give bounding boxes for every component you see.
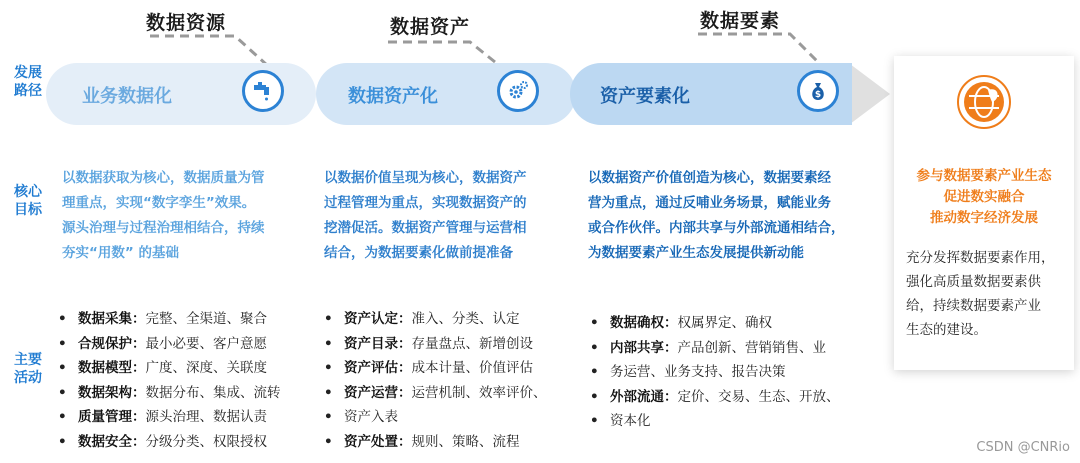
list-item-continuation: • 资本化 bbox=[588, 409, 840, 434]
goal-text-2: 以数据价值呈现为核心，数据资产 过程管理为重点，实现数据资产的 挖潜促活。数据资产管理与运营相 结合，为数据要素化做前提准备 bbox=[324, 170, 527, 261]
list-item: • 数据安全：分级分类、权限授权 bbox=[56, 430, 281, 455]
list-item: • 数据模型：广度、深度、关联度 bbox=[56, 356, 281, 381]
row-label-development: 发展 路径 bbox=[14, 65, 42, 99]
list-item: • 资产处置：规则、策略、流程 bbox=[322, 430, 547, 455]
row-label-goal: 核心 目标 bbox=[14, 184, 42, 218]
row-label-activities: 主要 活动 bbox=[14, 352, 42, 386]
pill-label-3: 资产要素化 bbox=[600, 86, 690, 107]
pill-label-2: 数据资产化 bbox=[348, 86, 438, 107]
goal-text-1: 以数据获取为核心，数据质量为管 理重点，实现“数字孪生”效果。 源头治理与过程治理相结合，持续 夯实“用数” 的基础 bbox=[62, 170, 265, 261]
goal-text-3: 以数据资产价值创造为核心，数据要素经 营为重点，通过反哺业务场景，赋能业务 或合作伙伴。内部共享与外部流通相结合， 为数据要素产业生态发展提供新动能 bbox=[588, 170, 845, 261]
stage-title-1: 数据资源 bbox=[146, 12, 227, 34]
stage-title-3: 数据要素 bbox=[700, 10, 781, 32]
card-body: 充分发挥数据要素作用， 强化高质量数据要素供 给，持续数据要素产业 生态的建设。 bbox=[906, 250, 1055, 338]
faucet-icon bbox=[242, 70, 284, 112]
list-item-continuation: • 资产入表 bbox=[322, 405, 547, 430]
list-item: • 资产运营：运营机制、效率评价、 bbox=[322, 381, 547, 406]
card-title: 参与数据要素产业生态 促进数实融合 推动数字经济发展 bbox=[916, 168, 1052, 226]
list-item: • 数据采集：完整、全渠道、聚合 bbox=[56, 307, 281, 332]
list-item: • 数据架构：数据分布、集成、流转 bbox=[56, 381, 281, 406]
list-item: • 质量管理：源头治理、数据认责 bbox=[56, 405, 281, 430]
stage-title-2: 数据资产 bbox=[390, 16, 471, 38]
list-item: • 合规保护：最小必要、客户意愿 bbox=[56, 332, 281, 357]
list-item-continuation: • 务运营、业务支持、报告决策 bbox=[588, 360, 840, 385]
list-item: • 数据确权：权属界定、确权 bbox=[588, 311, 840, 336]
list-item: • 内部共享：产品创新、营销销售、业 bbox=[588, 336, 840, 361]
globe-leaf-icon bbox=[956, 74, 1012, 130]
pill-label-1: 业务数据化 bbox=[82, 86, 172, 107]
svg-text:$: $ bbox=[814, 90, 822, 100]
gears-icon bbox=[497, 70, 539, 112]
list-item: • 资产评估：成本计量、价值评估 bbox=[322, 356, 547, 381]
activities-list-3 bbox=[588, 311, 840, 434]
watermark: CSDN @CNRio bbox=[976, 440, 1070, 455]
list-item: • 外部流通：定价、交易、生态、开放、 bbox=[588, 385, 840, 410]
money-bag-icon bbox=[797, 70, 839, 112]
activities-list-2 bbox=[322, 307, 547, 455]
list-item: • 资产认定：准入、分类、认定 bbox=[322, 307, 547, 332]
summary-card bbox=[894, 56, 1074, 370]
activities-list-1 bbox=[56, 307, 281, 455]
list-item: • 资产目录：存量盘点、新增创设 bbox=[322, 332, 547, 357]
